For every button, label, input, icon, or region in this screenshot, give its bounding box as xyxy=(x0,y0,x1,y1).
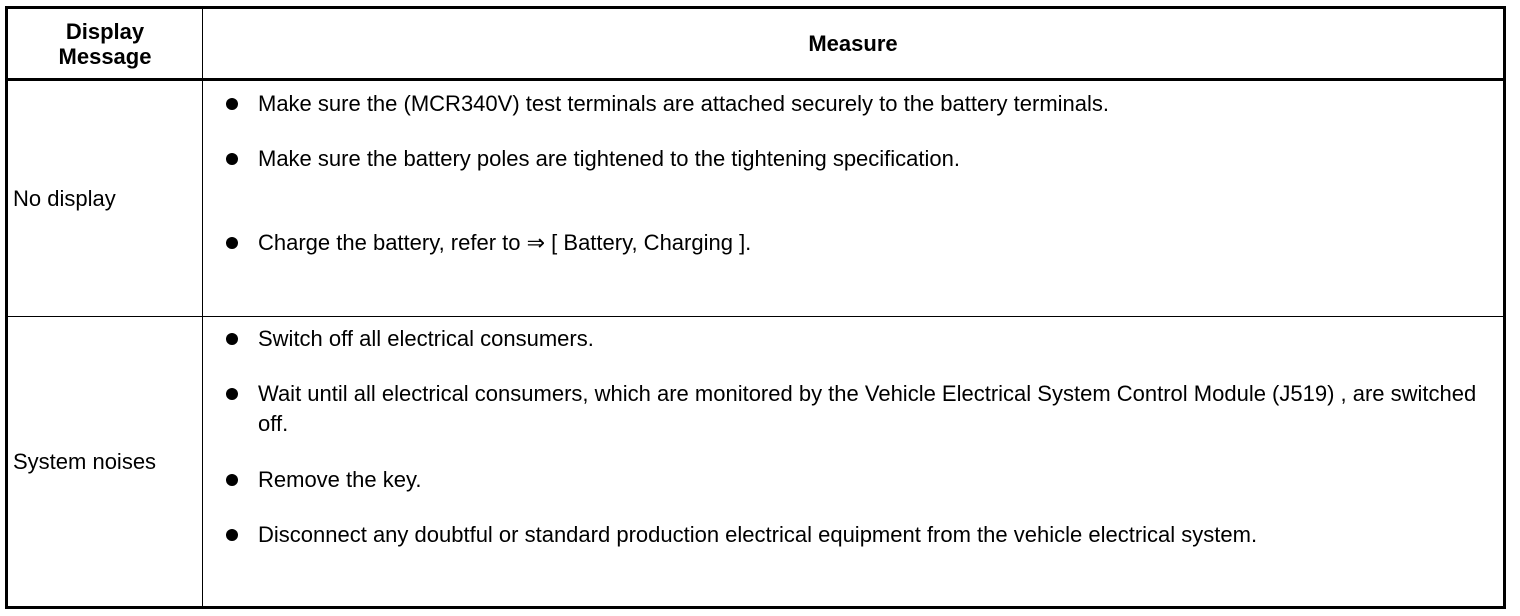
measure-text: Charge the battery, refer to ⇒ [ Battery, Charging ]. xyxy=(258,230,752,255)
troubleshooting-table xyxy=(5,6,1506,609)
table-row xyxy=(7,80,1505,317)
measure-text: Switch off all electrical consumers. xyxy=(258,326,594,351)
measure-cell xyxy=(203,317,1505,608)
list-item xyxy=(203,144,1503,174)
bullet-icon xyxy=(226,388,238,400)
measure-list xyxy=(203,317,1503,550)
measure-text: Remove the key. xyxy=(258,467,422,492)
measure-text: Make sure the battery poles are tightened to the tightening specification. xyxy=(258,146,960,171)
measure-text: Wait until all electrical consumers, which are monitored by the Vehicle Electrical System Control Module (J519) , are switched off. xyxy=(258,381,1477,436)
header-measure: Measure xyxy=(203,8,1505,80)
list-item xyxy=(203,465,1503,495)
bullet-icon xyxy=(226,529,238,541)
bullet-icon xyxy=(226,333,238,345)
bullet-icon xyxy=(226,98,238,110)
display-message-cell: System noises xyxy=(7,317,203,608)
measure-text: Make sure the (MCR340V) test terminals are attached securely to the battery terminals. xyxy=(258,91,1110,116)
measure-text: Disconnect any doubtful or standard production electrical equipment from the vehicle electrical system. xyxy=(258,522,1258,547)
table-header-row xyxy=(7,8,1505,80)
display-message-cell: No display xyxy=(7,80,203,317)
list-item xyxy=(203,89,1503,119)
table-row xyxy=(7,317,1505,608)
measure-list xyxy=(203,81,1503,258)
list-item xyxy=(203,228,1503,258)
list-item xyxy=(203,520,1503,550)
list-item xyxy=(203,379,1503,439)
bullet-icon xyxy=(226,237,238,249)
header-display-message: Display Message xyxy=(7,8,203,80)
bullet-icon xyxy=(226,474,238,486)
bullet-icon xyxy=(226,153,238,165)
list-item xyxy=(203,324,1503,354)
measure-cell xyxy=(203,80,1505,317)
